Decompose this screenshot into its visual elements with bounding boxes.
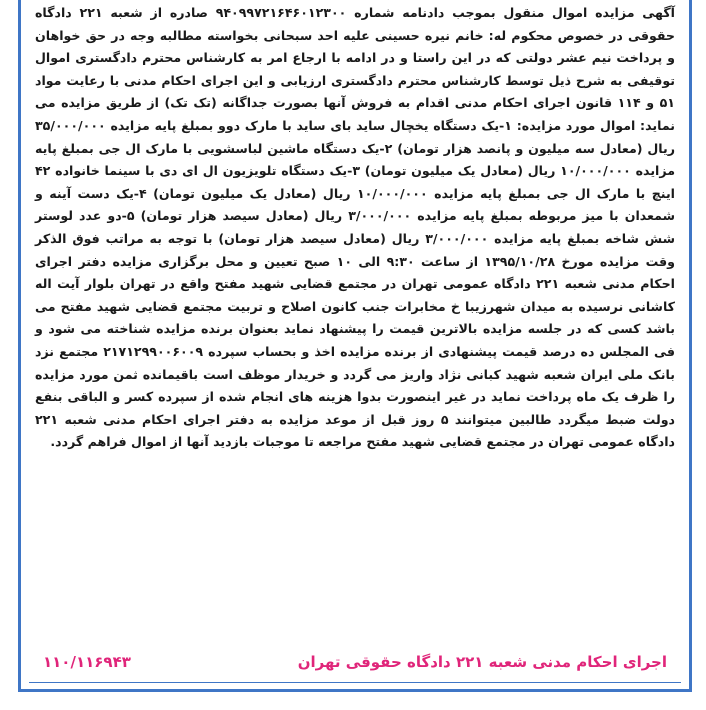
signature-line: اجرای احکام مدنی شعبه ۲۲۱ دادگاه حقوقی تهران <box>297 653 667 671</box>
notice-number: ۱۱۰/۱۱۶۹۴۳ <box>43 653 131 671</box>
notice-body-text: آگهی مزایده اموال منقول بموجب دادنامه شماره ۹۴۰۹۹۷۲۱۶۴۶۰۱۲۳۰۰ صادره از شعبه ۲۲۱ دادگاه حقوقی در خصوص محکوم له: خانم نیره حسینی علیه احد سبحانی بخواسته مطالبه وجه در حق خواهان و پرداخت نیم عشر دولتی که در این راستا و در ادامه با ارجاع امر به کارشناس محترم دادگستری اموال توقیفی به شرح ذیل توسط کارشناس محترم دادگستری ارزیابی و این اجرای احکام مدنی با رعایت مواد ۵۱ و ۱۱۴ قانون اجرای احکام مدنی اقدام به فروش آنها بصورت جداگانه (تک تک) از طریق مزایده می نماید: اموال مورد مزایده: ۱-یک دستگاه یخچال ساید بای ساید با مارک دوو بمبلغ پایه مزایده ۳۵/۰۰۰/۰۰۰ ریال (معادل سه میلیون و پانصد هزار تومان) ۲-یک دستگاه ماشین لباسشویی با مارک ال جی بمبلغ پایه مزایده ۱۰/۰۰۰/۰۰۰ ریال (معادل یک میلیون تومان) ۳-یک دستگاه تلویزیون ال ای دی با سینما خانواده ۴۲ اینچ با مارک ال جی بمبلغ پایه مزایده ۱۰/۰۰۰/۰۰۰ ریال (معادل یک میلیون تومان) ۴-یک دست آینه و شمعدان با میز مربوطه بمبلغ پایه مزایده ۳/۰۰۰/۰۰۰ ریال (معادل سیصد هزار تومان) ۵-دو عدد لوستر شش شاخه بمبلغ پایه مزایده ۳/۰۰۰/۰۰۰ ریال (معادل سیصد هزار تومان) با توجه به مراتب فوق الذکر وقت مزایده مورخ ۱۳۹۵/۱۰/۲۸ از ساعت ۹:۳۰ الی ۱۰ صبح تعیین و محل برگزاری مزایده دفتر اجرای احکام مدنی شعبه ۲۲۱ دادگاه عمومی تهران در مجتمع قضایی شهید مفتح واقع در تهران بلوار آیت اله کاشانی نرسیده به میدان شهرزیبا خ مخابرات جنب کانون اصلاح و تربیت مجتمع قضایی شهید مفتح می باشد کسی که در جلسه مزایده بالاترین قیمت را پیشنهاد نماید بعنوان برنده مزایده شناخته می شود و فی المجلس ده درصد قیمت پیشنهادی از برنده مزایده اخذ و بحساب سپرده ۲۱۷۱۲۹۹۰۰۶۰۰۹ مجتمع نزد بانک ملی ایران شعبه شهید کبانی نژاد واریز می گردد و خریدار موظف است باقیمانده ثمن مورد مزایده را ظرف یک ماه پرداخت نماید در غیر اینصورت بدوا هزینه های انجام شده از سپرده کسر و الباقی بنفع دولت ضبط میگردد طالبین میتوانند ۵ روز قبل از موعد مزایده به دفتر اجرای احکام مدنی شعبه ۲۲۱ دادگاه عمومی تهران در مجتمع قضایی شهید مفتح مراجعه تا موجبات بازدید آنها از اموال فراهم گردد. <box>35 5 676 450</box>
notice-footer <box>43 649 667 675</box>
notice-body <box>35 2 675 454</box>
notice-frame <box>18 0 692 692</box>
bottom-rule <box>29 682 681 683</box>
